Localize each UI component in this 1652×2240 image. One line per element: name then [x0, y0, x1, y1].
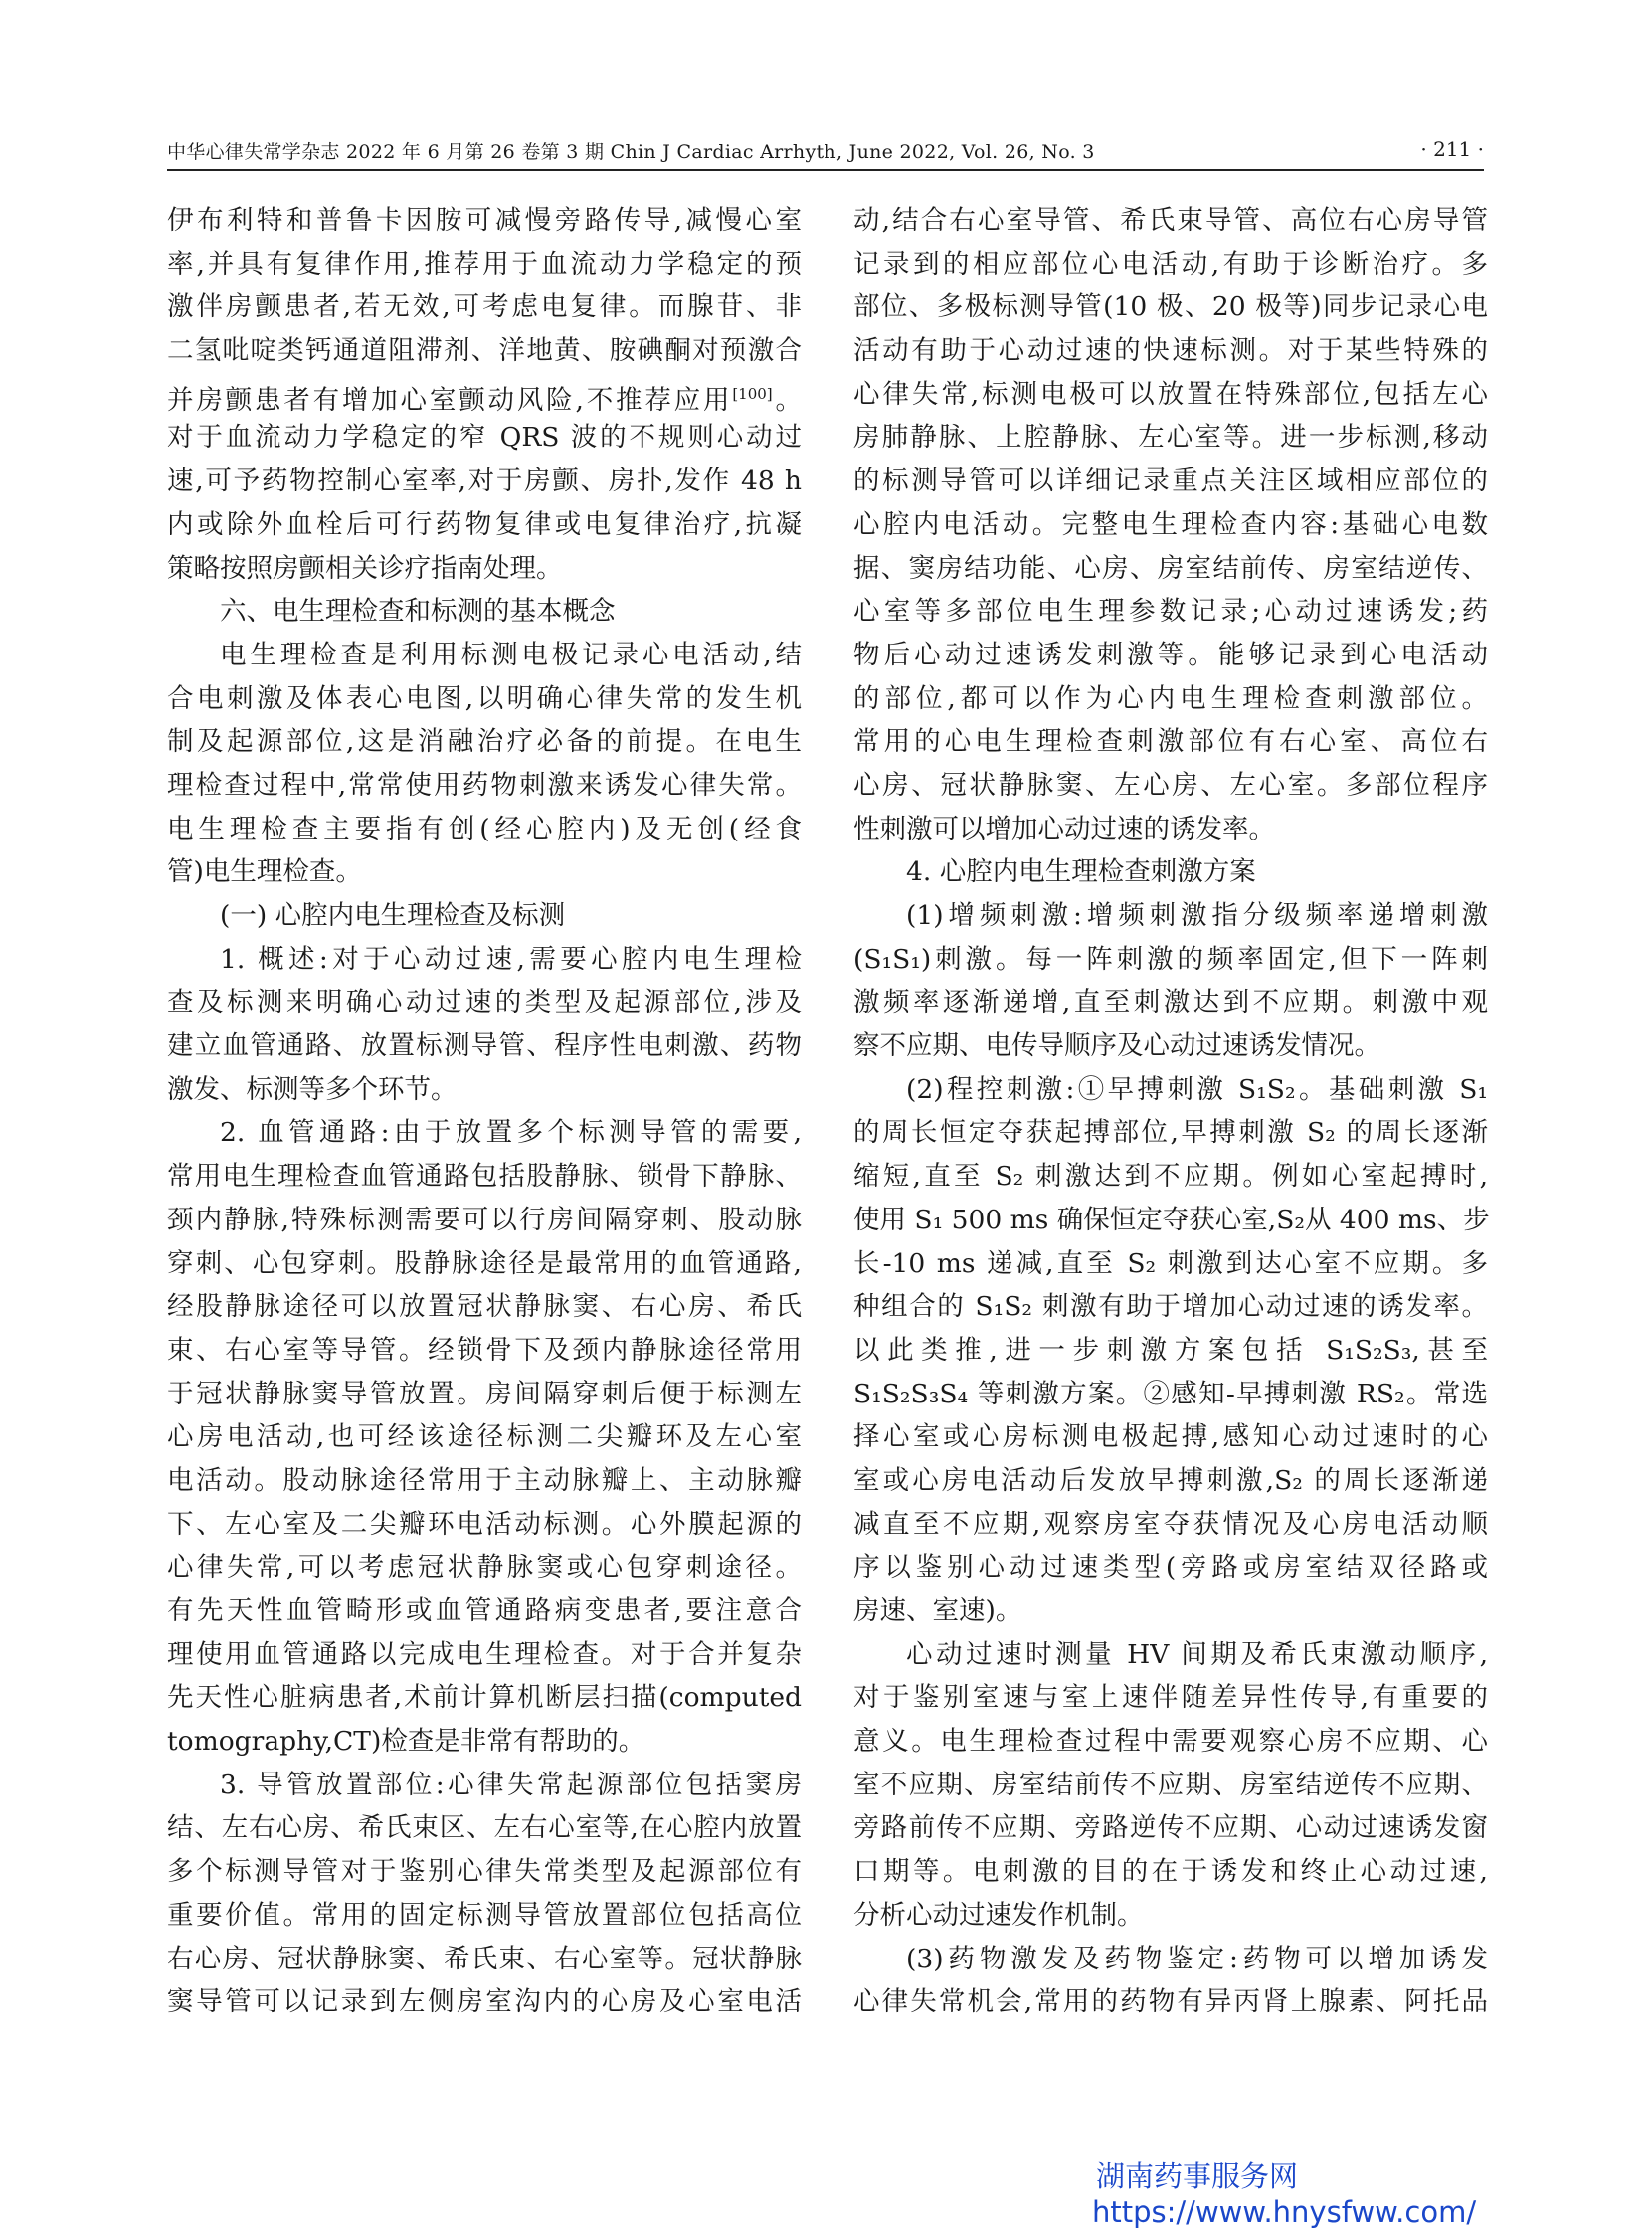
citation-reference[interactable]: [100] — [732, 384, 773, 403]
text-line: 束、右心室等导管。经锁骨下及颈内静脉途径常用 — [167, 1334, 802, 1366]
text-line: 对于血流动力学稳定的窄 QRS 波的不规则心动过 — [167, 422, 802, 454]
text-line: 察不应期、电传导顺序及心动过速诱发情况。 — [853, 1030, 1380, 1062]
running-header — [167, 133, 1484, 171]
text-line: 率,并具有复律作用,推荐用于血流动力学稳定的预 — [167, 248, 802, 280]
text-line: 据、窦房结功能、心房、房室结前传、房室结逆传、 — [853, 552, 1488, 584]
text-line: 心腔内电活动。完整电生理检查内容:基础心电数 — [853, 508, 1488, 540]
text-line: 心室等多部位电生理参数记录;心动过速诱发;药 — [853, 596, 1488, 628]
text-line: 意义。电生理检查过程中需要观察心房不应期、心 — [853, 1726, 1488, 1758]
text-line: (1)增频刺激:增频刺激指分级频率递增刺激 — [906, 900, 1488, 931]
text-line: 种组合的 S₁S₂ 刺激有助于增加心动过速的诱发率。 — [853, 1291, 1488, 1323]
watermark-url[interactable]: https://www.hnysfww.com/ — [1092, 2195, 1477, 2229]
text-line: 2. 血管通路:由于放置多个标测导管的需要, — [220, 1117, 802, 1149]
text-line: 物后心动过速诱发刺激等。能够记录到心电活动 — [853, 639, 1488, 670]
text-line: 长-10 ms 递减,直至 S₂ 刺激到达心室不应期。多 — [853, 1247, 1488, 1279]
text-line: 1. 概述:对于心动过速,需要心腔内电生理检 — [220, 943, 802, 975]
text-line: 管)电生理检查。 — [167, 856, 362, 888]
text-line: 性刺激可以增加心动过速的诱发率。 — [853, 813, 1275, 844]
text-line: 理使用血管通路以完成电生理检查。对于合并复杂 — [167, 1638, 802, 1670]
text-line: 序以鉴别心动过速类型(旁路或房室结双径路或 — [853, 1552, 1488, 1584]
journal-citation: 中华心律失常学杂志 2022 年 6 月第 26 卷第 3 期 Chin J Cardiac Arrhyth, June 2022, Vol. 26, No. 3 — [167, 141, 1095, 163]
text-line: 室或心房电活动后发放早搏刺激,S₂ 的周长逐渐递 — [853, 1464, 1488, 1496]
text-line: 伊布利特和普鲁卡因胺可减慢旁路传导,减慢心室 — [167, 205, 802, 236]
text-line: 激发、标测等多个环节。 — [167, 1073, 458, 1105]
text-line: 于冠状静脉窦导管放置。房间隔穿刺后便于标测左 — [167, 1378, 802, 1409]
text-line: 有先天性血管畸形或血管通路病变患者,要注意合 — [167, 1595, 802, 1626]
text-line: 心律失常机会,常用的药物有异丙肾上腺素、阿托品 — [853, 1986, 1488, 2018]
text-line: 下、左心室及二尖瓣环电活动标测。心外膜起源的 — [167, 1508, 802, 1540]
section-heading: 六、电生理检查和标测的基本概念 — [220, 596, 616, 628]
text-line: 穿刺、心包穿刺。股静脉途径是最常用的血管通路, — [167, 1247, 802, 1279]
text-line: (S₁S₁)刺激。每一阵刺激的频率固定,但下一阵刺 — [853, 943, 1488, 975]
text-line: 心律失常,标测电极可以放置在特殊部位,包括左心 — [853, 378, 1488, 410]
text-line: 结、左右心房、希氏束区、左右心室等,在心腔内放置 — [167, 1812, 802, 1844]
text-line: 对于鉴别室速与室上速伴随差异性传导,有重要的 — [853, 1682, 1488, 1714]
text-line: 缩短,直至 S₂ 刺激达到不应期。例如心室起搏时, — [853, 1161, 1488, 1193]
text-line: 心房、冠状静脉窦、左心房、左心室。多部位程序 — [853, 769, 1488, 801]
text-line: 电活动。股动脉途径常用于主动脉瓣上、主动脉瓣 — [167, 1464, 802, 1496]
text-line: 速,可予药物控制心室率,对于房颤、房扑,发作 48 h — [167, 466, 802, 497]
text-line: 口期等。电刺激的目的在于诱发和终止心动过速, — [853, 1856, 1488, 1888]
text-line: 部位、多极标测导管(10 极、20 极等)同步记录心电 — [853, 291, 1488, 323]
text-line: 右心房、冠状静脉窦、希氏束、右心室等。冠状静脉 — [167, 1943, 802, 1974]
page-number: · 211 · — [1420, 137, 1484, 161]
text-line: 记录到的相应部位心电活动,有助于诊断治疗。多 — [853, 248, 1488, 280]
text-line: 活动有助于心动过速的快速标测。对于某些特殊的 — [853, 335, 1488, 367]
text-line: 查及标测来明确心动过速的类型及起源部位,涉及 — [167, 987, 802, 1019]
text-line: 合电刺激及体表心电图,以明确心律失常的发生机 — [167, 682, 802, 714]
text-line: 动,结合右心室导管、希氏束导管、高位右心房导管 — [853, 205, 1488, 236]
site-watermark — [1092, 2158, 1476, 2230]
text-line: 常用的心电生理检查刺激部位有右心室、高位右 — [853, 726, 1488, 758]
text-line: 建立血管通路、放置标测导管、程序性电刺激、药物 — [167, 1030, 802, 1062]
text-line: S₁S₂S₃S₄ 等刺激方案。②感知-早搏刺激 RS₂。常选 — [853, 1378, 1488, 1409]
text-line: (3)药物激发及药物鉴定:药物可以增加诱发 — [906, 1943, 1488, 1974]
text-line: 择心室或心房标测电极起搏,感知心动过速时的心 — [853, 1421, 1488, 1453]
text-line: 重要价值。常用的固定标测导管放置部位包括高位 — [167, 1899, 802, 1931]
text-line: 的部位,都可以作为心内电生理检查刺激部位。 — [853, 682, 1488, 714]
text-line: 房肺静脉、上腔静脉、左心室等。进一步标测,移动 — [853, 422, 1488, 454]
text-line: 的标测导管可以详细记录重点关注区域相应部位的 — [853, 466, 1488, 497]
text-line: 室不应期、房室结前传不应期、房室结逆传不应期、 — [853, 1769, 1488, 1800]
text-line: (2)程控刺激:①早搏刺激 S₁S₂。基础刺激 S₁ — [906, 1073, 1488, 1105]
right-text-column — [853, 199, 1488, 2024]
text-line: 心律失常,可以考虑冠状静脉窦或心包穿刺途径。 — [167, 1552, 802, 1584]
text-line: 窦导管可以记录到左侧房室沟内的心房及心室电活 — [167, 1986, 802, 2018]
text-line — [167, 373, 802, 417]
text-line: 激伴房颤患者,若无效,可考虑电复律。而腺苷、非 — [167, 291, 802, 323]
section-heading: 4. 心腔内电生理检查刺激方案 — [906, 856, 1256, 888]
text-line: 旁路前传不应期、旁路逆传不应期、心动过速诱发窗 — [853, 1812, 1488, 1844]
text-line: 使用 S₁ 500 ms 确保恒定夺获心室,S₂从 400 ms、步 — [853, 1204, 1490, 1235]
text-line: 以此类推,进一步刺激方案包括 S₁S₂S₃,甚至 — [853, 1334, 1488, 1366]
text-line: 二氢吡啶类钙通道阻滞剂、洋地黄、胺碘酮对预激合 — [167, 335, 802, 367]
text-line: 房速、室速)。 — [853, 1595, 1022, 1626]
watermark-site-name: 湖南药事服务网 — [1096, 2159, 1299, 2193]
text-line: 激频率逐渐递增,直至刺激达到不应期。刺激中观 — [853, 987, 1488, 1019]
text-line: 先天性心脏病患者,术前计算机断层扫描(computed — [167, 1682, 802, 1714]
text-line: 的周长恒定夺获起搏部位,早搏刺激 S₂ 的周长逐渐 — [853, 1117, 1488, 1149]
text-line: 颈内静脉,特殊标测需要可以行房间隔穿刺、股动脉 — [167, 1204, 802, 1235]
text-line: 策略按照房颤相关诊疗指南处理。 — [167, 552, 563, 584]
line-text: 并房颤患者有增加心室颤动风险,不推荐应用 — [167, 384, 733, 416]
text-line: 心动过速时测量 HV 间期及希氏束激动顺序, — [906, 1638, 1488, 1670]
text-line: 多个标测导管对于鉴别心律失常类型及起源部位有 — [167, 1856, 802, 1888]
text-line: 经股静脉途径可以放置冠状静脉窦、右心房、希氏 — [167, 1291, 802, 1323]
text-line: 内或除外血栓后可行药物复律或电复律治疗,抗凝 — [167, 508, 802, 540]
text-line: 电生理检查是利用标测电极记录心电活动,结 — [220, 639, 802, 670]
text-line: 理检查过程中,常常使用药物刺激来诱发心律失常。 — [167, 769, 802, 801]
text-line: 制及起源部位,这是消融治疗必备的前提。在电生 — [167, 726, 802, 758]
text-line: 心房电活动,也可经该途径标测二尖瓣环及左心室 — [167, 1421, 802, 1453]
left-text-column — [167, 199, 802, 2024]
text-line: 常用电生理检查血管通路包括股静脉、锁骨下静脉、 — [167, 1161, 802, 1193]
text-line: 分析心动过速发作机制。 — [853, 1899, 1144, 1931]
section-heading: (一) 心腔内电生理检查及标测 — [220, 900, 566, 931]
text-line: 减直至不应期,观察房室夺获情况及心房电活动顺 — [853, 1508, 1488, 1540]
text-line: 3. 导管放置部位:心律失常起源部位包括窦房 — [220, 1769, 802, 1800]
text-line: 电生理检查主要指有创(经心腔内)及无创(经食 — [167, 813, 802, 844]
line-punctuation: 。 — [772, 384, 802, 416]
text-line: tomography,CT)检查是非常有帮助的。 — [167, 1726, 645, 1758]
